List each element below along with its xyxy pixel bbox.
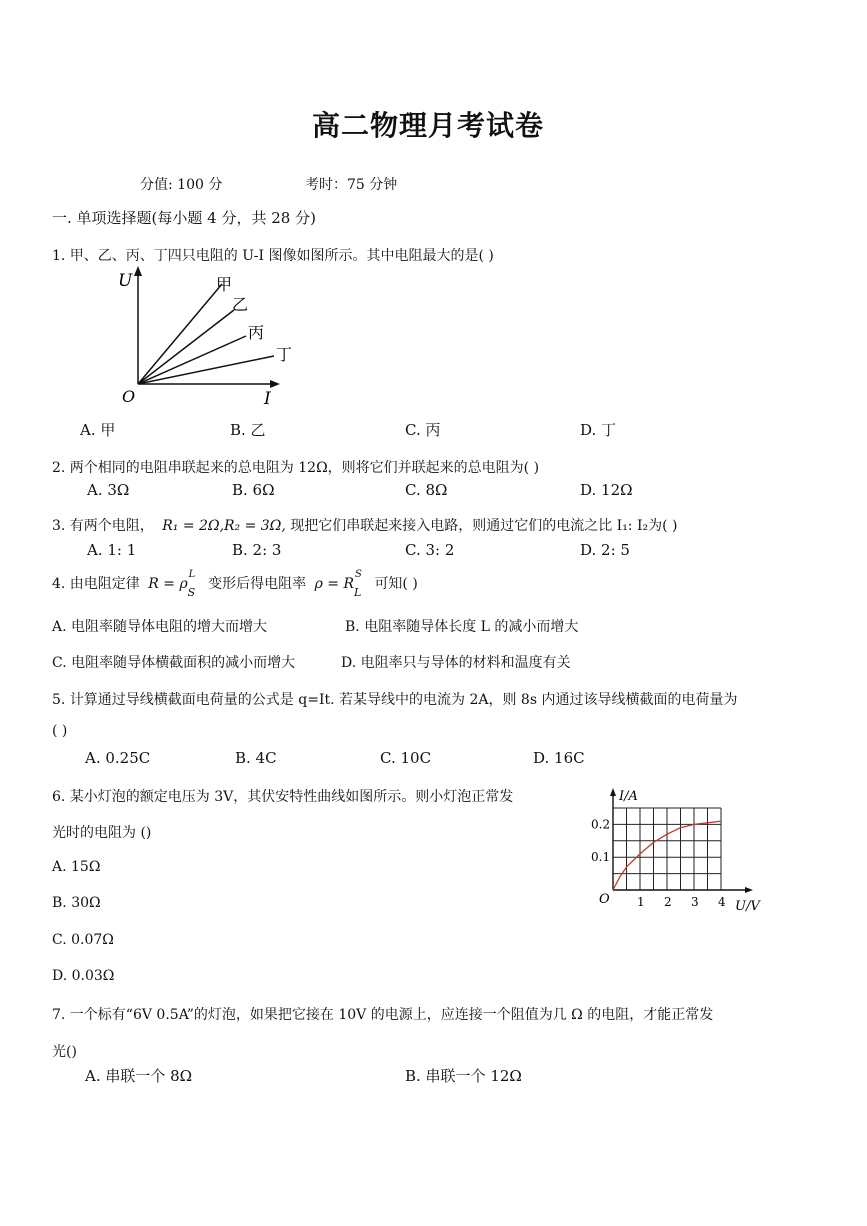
section-heading: 一. 单项选择题(每小题 4 分，共 28 分) [52, 209, 316, 227]
q2-option-c[interactable]: C. 8Ω [405, 481, 448, 499]
q6-iv-chart [585, 780, 765, 920]
q3-option-a[interactable]: A. 1: 1 [87, 541, 137, 559]
origin-label: O [599, 892, 610, 907]
x-tick-label: 2 [664, 895, 672, 909]
question-3-stem [52, 515, 678, 535]
q6-option-c[interactable]: C. 0.07Ω [52, 932, 114, 948]
q4-option-d[interactable]: D. 电阻率只与导体的材料和温度有关 [341, 655, 571, 671]
q1-label-ding: 丁 [276, 345, 293, 364]
q5-option-c[interactable]: C. 10C [380, 749, 432, 767]
q3-option-d[interactable]: D. 2: 5 [580, 541, 630, 559]
q1-option-d[interactable]: D. 丁 [580, 421, 617, 439]
q4-formula-a: R = ρ [148, 576, 188, 592]
q4-frac-a-den: S [187, 586, 196, 599]
q1-axis-y-label: U [118, 271, 133, 291]
q4-option-c[interactable]: C. 电阻率随导体横截面积的减小而增大 [52, 655, 296, 671]
score-info: 分值: 100 分 [140, 177, 223, 193]
q4-fraction-a [188, 567, 198, 601]
q1-ui-graph [110, 262, 310, 412]
question-6-stem: 6. 某小灯泡的额定电压为 3V，其伏安特性曲线如图所示。则小灯泡正常发 [52, 789, 514, 805]
question-7-stem: 7. 一个标有“6V 0.5A”的灯泡，如果把它接在 10V 的电源上，应连接一个阻值为几 Ω 的电阻，才能正常发 [52, 1007, 714, 1023]
q6-option-b[interactable]: B. 30Ω [52, 895, 101, 911]
q1-x-arrow [270, 380, 280, 388]
q1-y-arrow [134, 266, 142, 276]
q1-label-jia: 甲 [216, 275, 233, 294]
q1-label-bing: 丙 [248, 323, 265, 342]
question-6-stem-cont: 光时的电阻为 () [52, 825, 152, 841]
q4-option-a[interactable]: A. 电阻率随导体电阻的增大而增大 [52, 619, 268, 635]
question-5-stem: 5. 计算通过导线横截面电荷量的公式是 q=It. 若某导线中的电流为 2A，则 8s 内通过该导线横截面的电荷量为 [52, 692, 738, 708]
q1-label-yi: 乙 [232, 295, 249, 314]
q4-frac-b-den: L [353, 586, 362, 599]
question-1-stem: 1. 甲、乙、丙、丁四只电阻的 U-I 图像如图所示。其中电阻最大的是( ) [52, 248, 494, 264]
q1-option-a[interactable]: A. 甲 [80, 421, 116, 439]
q5-option-d[interactable]: D. 16C [533, 749, 585, 767]
y-axis-label: I/A [619, 789, 638, 804]
y-axis-arrow [610, 788, 616, 796]
question-5-stem-cont: ( ) [52, 723, 68, 739]
q4-frac-a-num: L [188, 569, 196, 580]
q4-frac-b-num: S [354, 569, 362, 580]
q4-stem-a: 4. 由电阻定律 [52, 576, 140, 592]
q3-stem-a: 3. 有两个电阻， [52, 518, 154, 534]
q3-option-b[interactable]: B. 2: 3 [232, 541, 282, 559]
question-4-stem [52, 567, 418, 601]
x-tick-label: 1 [637, 895, 645, 909]
x-axis-arrow [745, 887, 753, 893]
time-info: 考时：75 分钟 [305, 177, 398, 193]
q1-option-b[interactable]: B. 乙 [230, 421, 266, 439]
q6-option-a[interactable]: A. 15Ω [52, 859, 101, 875]
q1-origin-label: O [122, 387, 136, 406]
q4-stem-b: 变形后得电阻率 [208, 576, 307, 592]
q2-option-a[interactable]: A. 3Ω [87, 481, 130, 499]
q4-stem-c: 可知( ) [374, 576, 418, 592]
q6-option-d[interactable]: D. 0.03Ω [52, 968, 115, 984]
x-axis-label: U/V [735, 899, 760, 914]
question-7-stem-cont: 光() [52, 1044, 77, 1060]
q5-option-b[interactable]: B. 4C [235, 749, 277, 767]
q7-option-b[interactable]: B. 串联一个 12Ω [405, 1067, 522, 1085]
y-tick-label: 0.2 [591, 817, 611, 832]
q1-axis-x-label: I [264, 389, 271, 409]
q7-option-a[interactable]: A. 串联一个 8Ω [85, 1067, 193, 1085]
question-2-stem: 2. 两个相同的电阻串联起来的总电阻为 12Ω，则将它们并联起来的总电阻为( ) [52, 460, 540, 476]
q4-formula-b: ρ = R [314, 576, 354, 592]
q2-option-d[interactable]: D. 12Ω [580, 481, 633, 499]
q1-option-c[interactable]: C. 丙 [405, 421, 441, 439]
q3-option-c[interactable]: C. 3: 2 [405, 541, 455, 559]
x-tick-label: 4 [718, 895, 726, 909]
q4-fraction-b [354, 567, 364, 601]
q5-option-a[interactable]: A. 0.25C [85, 749, 151, 767]
q3-stem-b: 现把它们串联起来接入电路，则通过它们的电流之比 I₁: I₂为( ) [290, 518, 678, 534]
y-tick-label: 0.1 [591, 850, 611, 865]
q4-option-b[interactable]: B. 电阻率随导体长度 L 的减小而增大 [345, 619, 579, 635]
q3-formula: R₁ = 2Ω,R₂ = 3Ω, [162, 518, 286, 534]
x-tick-label: 3 [691, 895, 699, 909]
q2-option-b[interactable]: B. 6Ω [232, 481, 275, 499]
page-title: 高二物理月考试卷 [312, 109, 545, 142]
